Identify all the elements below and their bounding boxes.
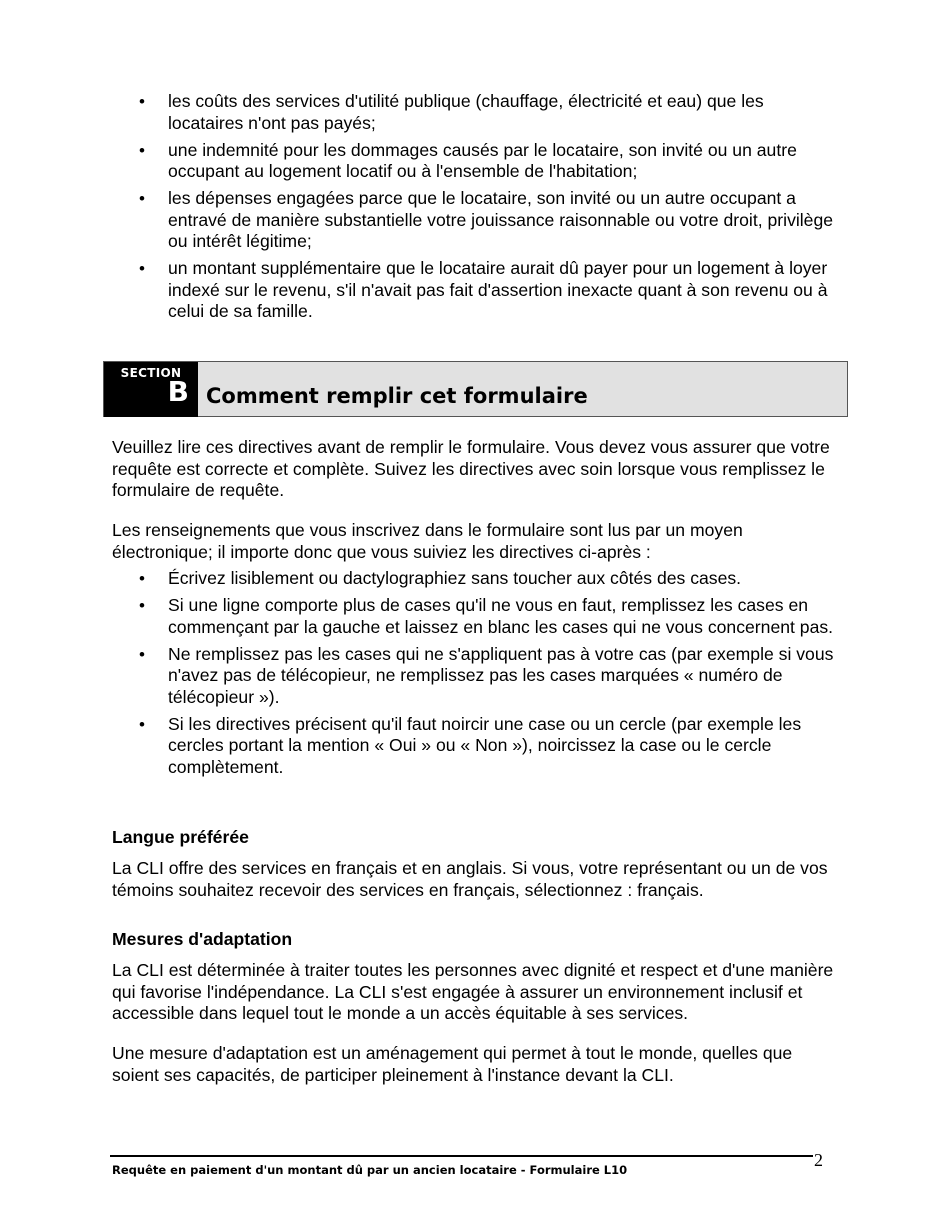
list-item: • les dépenses engagées parce que le locataire, son invité ou un autre occupant a entravé de manière substantielle votre jouissance raisonnable ou votre droit, privilège ou intérêt légitime; bbox=[112, 188, 842, 253]
accommodation-paragraph-2: Une mesure d'adaptation est un aménagement qui permet à tout le monde, quelles que soient ses capacités, de participer pleinement à l'instance devant la CLI. bbox=[112, 1043, 793, 1085]
electronic-paragraph: Les renseignements que vous inscrivez dans le formulaire sont lus par un moyen électronique; il importe donc que vous suiviez les directives ci-après : bbox=[112, 520, 743, 562]
section-title: Comment remplir cet formulaire bbox=[206, 384, 588, 408]
top-bullet-list bbox=[112, 91, 842, 328]
section-letter: B bbox=[167, 375, 189, 408]
language-heading: Langue préférée bbox=[112, 827, 249, 847]
accommodation-heading: Mesures d'adaptation bbox=[112, 929, 293, 949]
list-item: • Écrivez lisiblement ou dactylographiez sans toucher aux côtés des cases. bbox=[112, 568, 842, 590]
footer-rule bbox=[110, 1155, 813, 1157]
directive-bullet-list bbox=[112, 568, 842, 784]
section-tag bbox=[104, 362, 198, 417]
list-item: • les coûts des services d'utilité publique (chauffage, électricité et eau) que les locataires n'ont pas payés; bbox=[112, 91, 842, 134]
language-paragraph: La CLI offre des services en français et en anglais. Si vous, votre représentant ou un de vos témoins souhaitez recevoir des services en français, sélectionnez : français. bbox=[112, 858, 828, 900]
footer-title: Requête en paiement d'un montant dû par un ancien locataire - Formulaire L10 bbox=[112, 1163, 628, 1177]
list-item: • Si une ligne comporte plus de cases qu'il ne vous en faut, remplissez les cases en commençant par la gauche et laissez en blanc les cases qui ne vous concernent pas. bbox=[112, 595, 842, 638]
list-item: • Ne remplissez pas les cases qui ne s'appliquent pas à votre cas (par exemple si vous n'avez pas de télécopieur, ne remplissez pas les cases marquées « numéro de télécopieur »). bbox=[112, 644, 842, 709]
intro-paragraph: Veuillez lire ces directives avant de remplir le formulaire. Vous devez vous assurer que votre requête est correcte et complète. Suivez les directives avec soin lorsque vous remplissez le formulaire de requête. bbox=[112, 437, 830, 500]
list-item: • Si les directives précisent qu'il faut noircir une case ou un cercle (par exemple les cercles portant la mention « Oui » ou « Non »), noircissez la case ou le cercle complètement. bbox=[112, 714, 842, 779]
accommodation-paragraph-1: La CLI est déterminée à traiter toutes les personnes avec dignité et respect et d'une manière qui favorise l'indépendance. La CLI s'est engagée à assurer un environnement inclusif et accessible dans lequel tout le monde a un accès équitable à ses services. bbox=[112, 960, 834, 1023]
page-number: 2 bbox=[814, 1150, 823, 1170]
list-item: • un montant supplémentaire que le locataire aurait dû payer pour un logement à loyer indexé sur le revenu, s'il n'avait pas fait d'assertion inexacte quant à son revenu ou à celui de sa famille. bbox=[112, 258, 842, 323]
section-tag-word: SECTION bbox=[120, 366, 182, 380]
section-header bbox=[103, 361, 848, 417]
list-item: • une indemnité pour les dommages causés par le locataire, son invité ou un autre occupant au logement locatif ou à l'ensemble de l'habitation; bbox=[112, 140, 842, 183]
